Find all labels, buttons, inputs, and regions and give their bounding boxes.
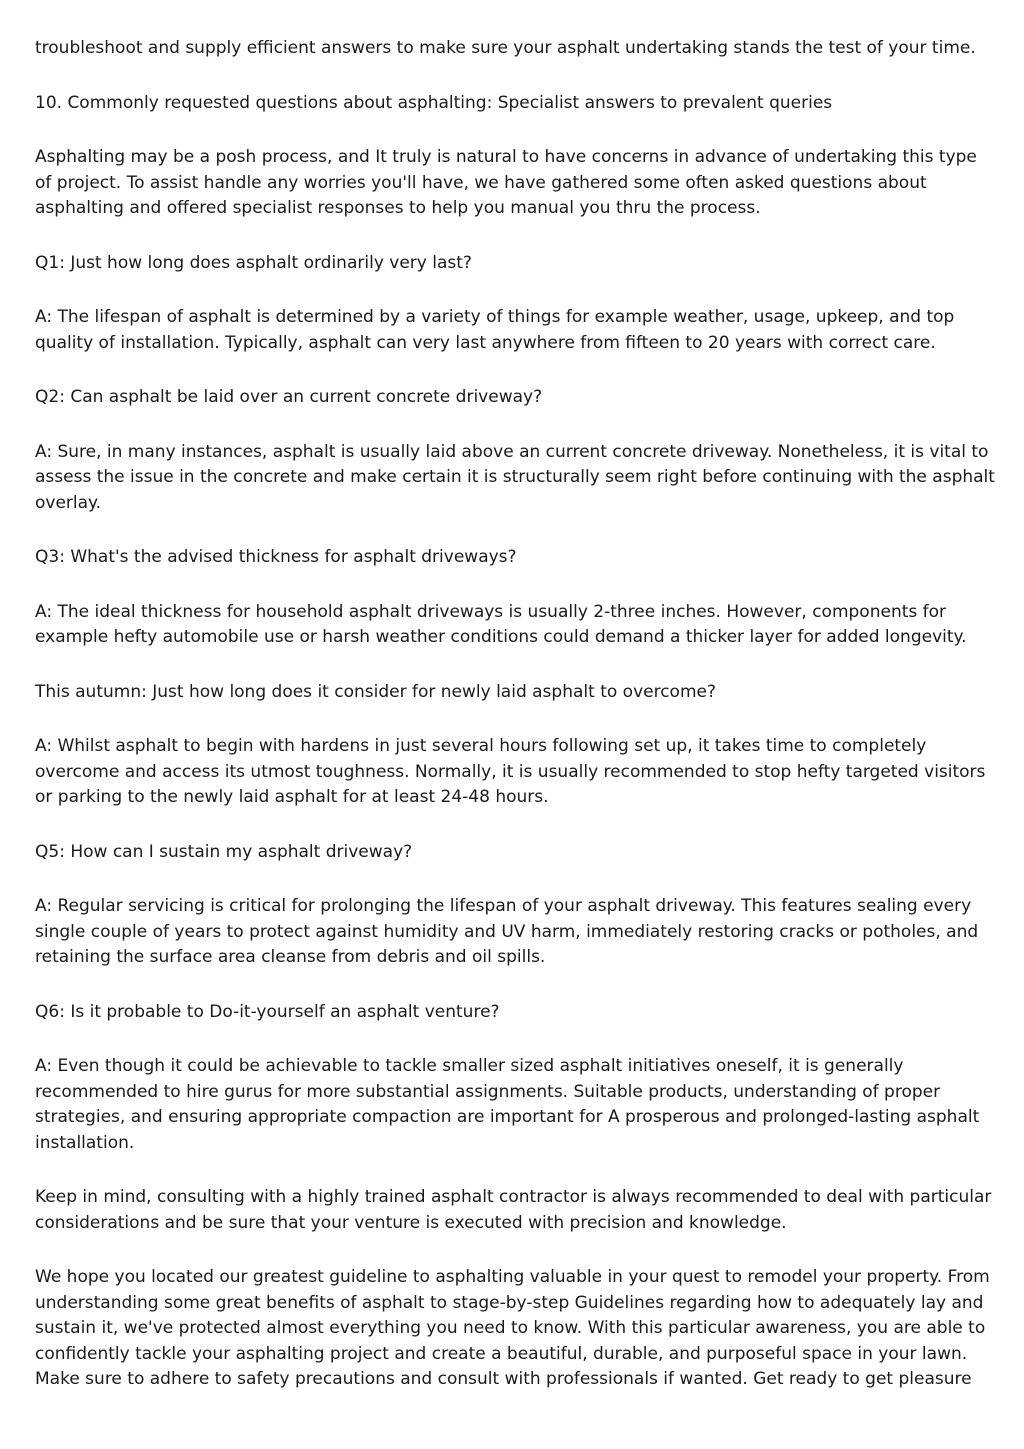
paragraph-reminder: Keep in mind, consulting with a highly trained asphalt contractor is always recommended to deal with particular considerations and be sure that your venture is executed with precision and knowledge. xyxy=(35,1187,992,1233)
question-3: Q3: What's the advised thickness for asphalt driveways? xyxy=(35,547,517,567)
question-5: Q5: How can I sustain my asphalt driveway? xyxy=(35,841,413,862)
answer-5: A: Regular servicing is critical for prolonging the lifespan of your asphalt driveway. This features sealing every single couple of years to protect against humidity and UV harm, immediately restoring cracks or potholes, and retaining the surface area cleanse from debris and oil spills. xyxy=(35,896,979,967)
answer-4: A: Whilst asphalt to begin with hardens in just several hours following set up, it takes time to completely overcome and access its utmost toughness. Normally, it is usually recommended to stop hefty targeted visitors or parking to the newly laid asphalt for at least 24-48 hours. xyxy=(35,736,986,807)
question-6: Q6: Is it probable to Do-it-yourself an asphalt venture? xyxy=(35,1001,500,1022)
answer-2: A: Sure, in many instances, asphalt is usually laid above an current concrete driveway. Nonetheless, it is vital to assess the issue in the concrete and make certain it is structurally seem right before continuing with the asphalt overlay. xyxy=(35,441,995,513)
answer-3: A: The ideal thickness for household asphalt driveways is usually 2-three inches. However, components for example hefty automobile use or harsh weather conditions could demand a thicker layer for added longevity. xyxy=(35,601,967,647)
question-1: Q1: Just how long does asphalt ordinarily very last? xyxy=(35,252,472,273)
section-heading-faq: 10. Commonly requested questions about asphalting: Specialist answers to prevalent queries xyxy=(35,92,833,113)
answer-6: A: Even though it could be achievable to tackle smaller sized asphalt initiatives oneself, it is generally recommended to hire gurus for more substantial assignments. Suitable products, understanding of proper strategies, and ensuring appropriate compaction are important for A prosperous and prolonged-lasting asphalt installation. xyxy=(35,1056,980,1153)
question-2: Q2: Can asphalt be laid over an current concrete driveway? xyxy=(35,387,543,407)
question-4: This autumn: Just how long does it consider for newly laid asphalt to overcome? xyxy=(35,681,716,702)
paragraph-conclusion: We hope you located our greatest guideline to asphalting valuable in your quest to remodel your property. From understanding some great benefits of asphalt to stage-by-step Guidelines regarding how to adequately lay and sustain it, we've protected almost everything you need to know. With this particular awareness, you are able to confidently tackle your asphalting project and create a beautiful, durable, and purposeful space in your lawn. Make sure to adhere to safety precautions and consult with professionals if wanted. Get ready to get pleasure xyxy=(35,1267,990,1389)
answer-1: A: The lifespan of asphalt is determined by a variety of things for example weather, usage, upkeep, and top quality of installation. Typically, asphalt can very last anywhere from fifteen to 20 years with correct care. xyxy=(35,307,955,353)
paragraph-faq-intro: Asphalting may be a posh process, and It truly is natural to have concerns in advance of undertaking this type of project. To assist handle any worries you'll have, we have gathered some often asked questions about asphalting and offered specialist responses to help you manual you thru the process. xyxy=(35,147,977,218)
paragraph-intro-continuation: troubleshoot and supply efficient answers to make sure your asphalt undertaking stands the test of your time. xyxy=(35,38,976,58)
document-body xyxy=(35,36,995,1393)
